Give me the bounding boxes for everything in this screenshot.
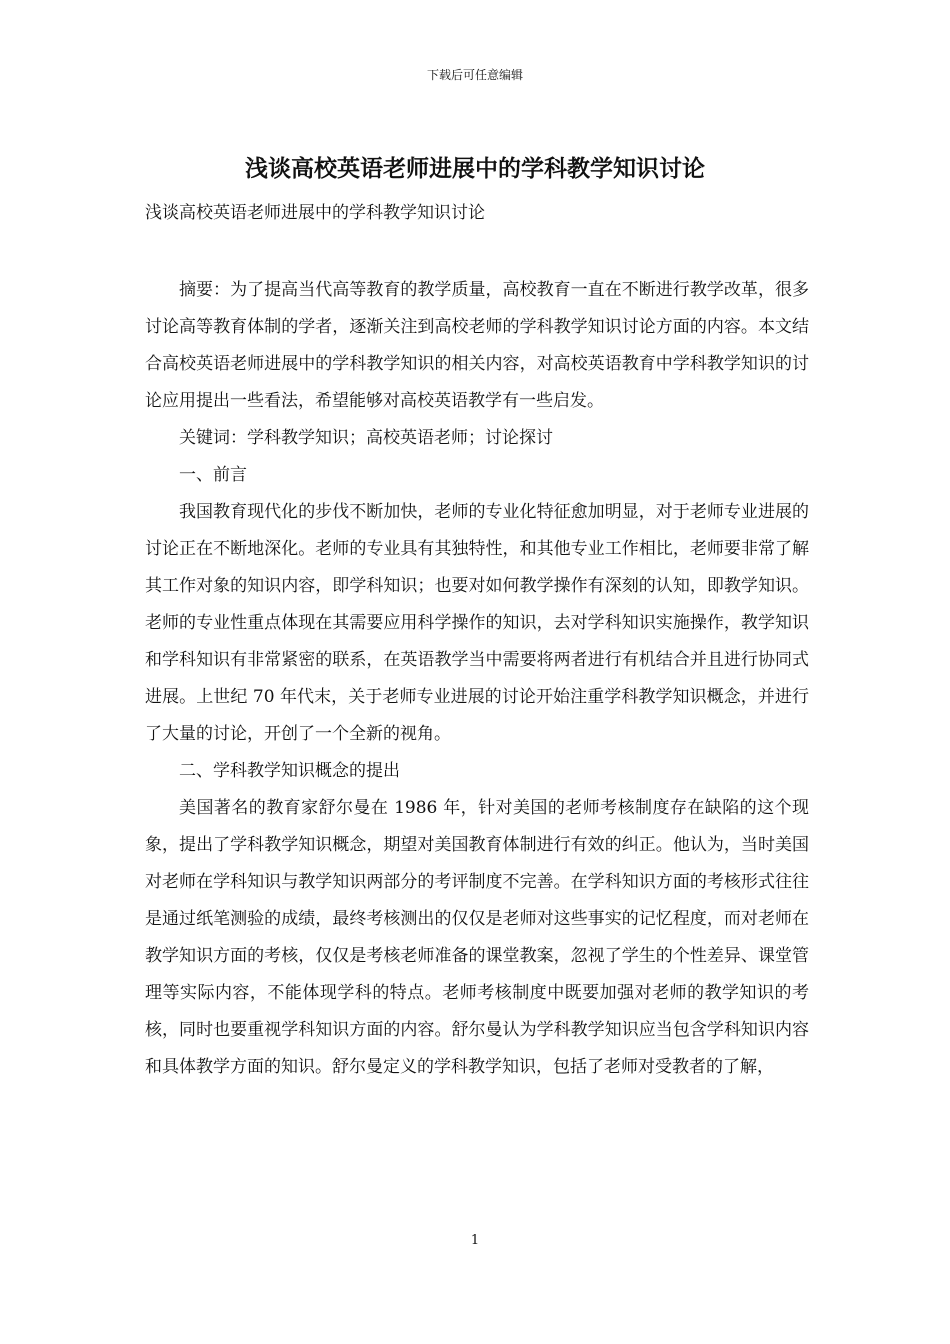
page-number: 1: [470, 1233, 480, 1248]
document-title: 浅谈高校英语老师进展中的学科教学知识讨论: [245, 155, 705, 182]
document-body: [145, 272, 809, 1086]
keywords-paragraph: 关键词：学科教学知识；高校英语老师；讨论探讨: [179, 428, 553, 448]
abstract-paragraph: 摘要：为了提高当代高等教育的教学质量，高校教育一直在不断进行教学改革，很多讨论高等教育体制的学者，逐渐关注到高校老师的学科教学知识讨论方面的内容。本文结合高校英语老师进展中的学科教学知识的相关内容，对高校英语教育中学科教学知识的讨论应用提出一些看法，希望能够对高校英语教学有一些启发。: [145, 280, 809, 411]
document-subtitle: 浅谈高校英语老师进展中的学科教学知识讨论: [145, 203, 485, 223]
concept-paragraph: 美国著名的教育家舒尔曼在 1986 年，针对美国的老师考核制度存在缺陷的这个现象，提出了学科教学知识概念，期望对美国教育体制进行有效的纠正。他认为，当时美国对老师在学科知识与教学知识两部分的考评制度不完善。在学科知识方面的考核形式往往是通过纸笔测验的成绩，最终考核测出的仅仅是老师对这些事实的记忆程度，而对老师在教学知识方面的考核，仅仅是考核老师准备的课堂教案，忽视了学生的个性差异、课堂管理等实际内容，不能体现学科的特点。老师考核制度中既要加强对老师的教学知识的考核，同时也要重视学科知识方面的内容。舒尔曼认为学科教学知识应当包含学科知识内容和具体教学方面的知识。舒尔曼定义的学科教学知识，包括了老师对受教者的了解，: [145, 798, 809, 1077]
section-heading-concept: 二、学科教学知识概念的提出: [179, 761, 400, 781]
preface-paragraph: 我国教育现代化的步伐不断加快，老师的专业化特征愈加明显，对于老师专业进展的讨论正在不断地深化。老师的专业具有其独特性，和其他专业工作相比，老师要非常了解其工作对象的知识内容，即学科知识；也要对如何教学操作有深刻的认知，即教学知识。老师的专业性重点体现在其需要应用科学操作的知识，去对学科知识实施操作，教学知识和学科知识有非常紧密的联系，在英语教学当中需要将两者进行有机结合并且进行协同式进展。上世纪 70 年代末，关于老师专业进展的讨论开始注重学科教学知识概念，并进行了大量的讨论，开创了一个全新的视角。: [145, 502, 809, 744]
section-heading-preface: 一、前言: [179, 465, 247, 485]
page-header-note: 下载后可任意编辑: [426, 68, 523, 82]
